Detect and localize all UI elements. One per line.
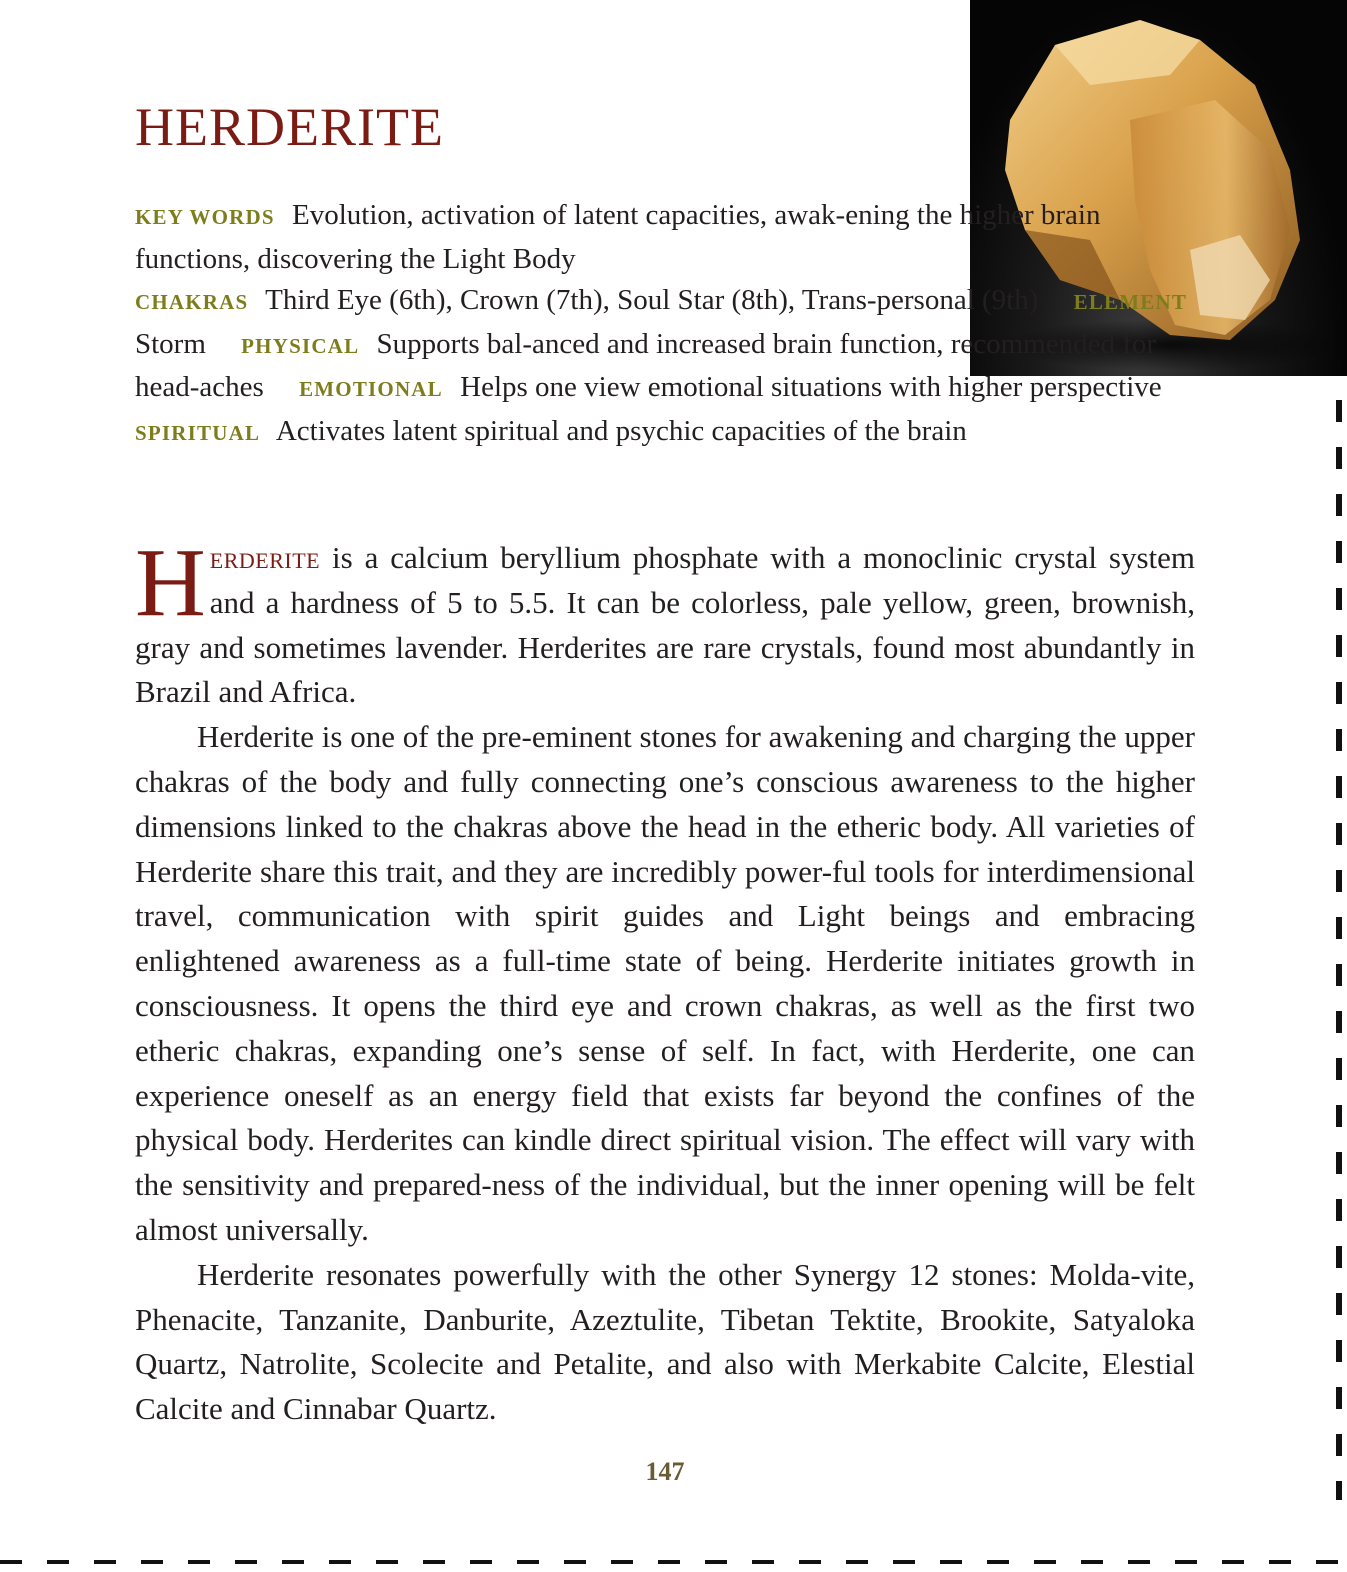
paragraph-1-text: is a calcium beryllium phosphate with a monoclinic crystal system and a hardness of 5 to 5.5. It can be colorless, pale yellow, green, brownish, gray and sometimes lavender. Herderites are rare crystals, found most abundantly in Brazil and Africa.: [135, 540, 1195, 710]
chakras-text: Third Eye (6th), Crown (7th), Soul Star (8th), Trans-personal (9th): [265, 284, 1039, 316]
emotional-text: Helps one view emotional situations with higher perspective: [460, 371, 1162, 403]
element-label: ELEMENT: [1073, 290, 1188, 314]
keywords-label: KEY WORDS: [135, 205, 275, 229]
bottom-edge-marks: [0, 1560, 1347, 1564]
drop-cap: H: [135, 529, 206, 637]
spiritual-label: SPIRITUAL: [135, 420, 261, 445]
page-number: 147: [645, 1457, 685, 1486]
properties-block: [135, 195, 1205, 454]
chakras-label: CHAKRAS: [135, 290, 249, 314]
paragraph-1: [135, 529, 1195, 715]
element-text: Storm: [135, 327, 206, 360]
paragraph-3: Herderite resonates powerfully with the other Synergy 12 stones: Molda-vite, Phenacite, Tanzanite, Danburite, Azeztulite, Tibetan Tektite, Brookite, Satyaloka Quartz, Natrolite, Scolecite and Petalite, and also with Merkabite Calcite, Elestial Calcite and Cinnabar Quartz.: [135, 1256, 1195, 1427]
article-body: [135, 529, 1195, 1432]
spiritual-text: Activates latent spiritual and psychic capacities of the brain: [275, 414, 967, 447]
lead-small-caps: erderite: [209, 540, 321, 575]
keywords-text: Evolution, activation of latent capacities, awak-ening the higher brain functions, discovering the Light Body: [135, 199, 1101, 275]
paragraph-2: Herderite is one of the pre-eminent stones for awakening and charging the upper chakras of the body and fully connecting one’s conscious awareness to the higher dimensions linked to the chakras above the head in the etheric body. All varieties of Herderite share this trait, and they are incredibly power-ful tools for interdimensional travel, communication with spirit guides and Light beings and embracing enlightened awareness as a full-time state of being. Herderite initiates growth in consciousness. It opens the third eye and crown chakras, as well as the first two etheric chakras, expanding one’s sense of self. In fact, with Herderite, one can experience oneself as an energy field that exists far beyond the confines of the physical body. Herderites can kindle direct spiritual vision. The effect will vary with the sensitivity and prepared-ness of the individual, but the inner opening will be felt almost universally.: [135, 719, 1195, 1247]
physical-text: Supports bal-anced and increased brain function, recommended for head-aches: [135, 327, 1157, 403]
emotional-label: EMOTIONAL: [299, 377, 443, 401]
page-title: HERDERITE: [135, 97, 444, 157]
physical-label: PHYSICAL: [241, 333, 360, 358]
right-edge-marks: [1336, 400, 1342, 1500]
